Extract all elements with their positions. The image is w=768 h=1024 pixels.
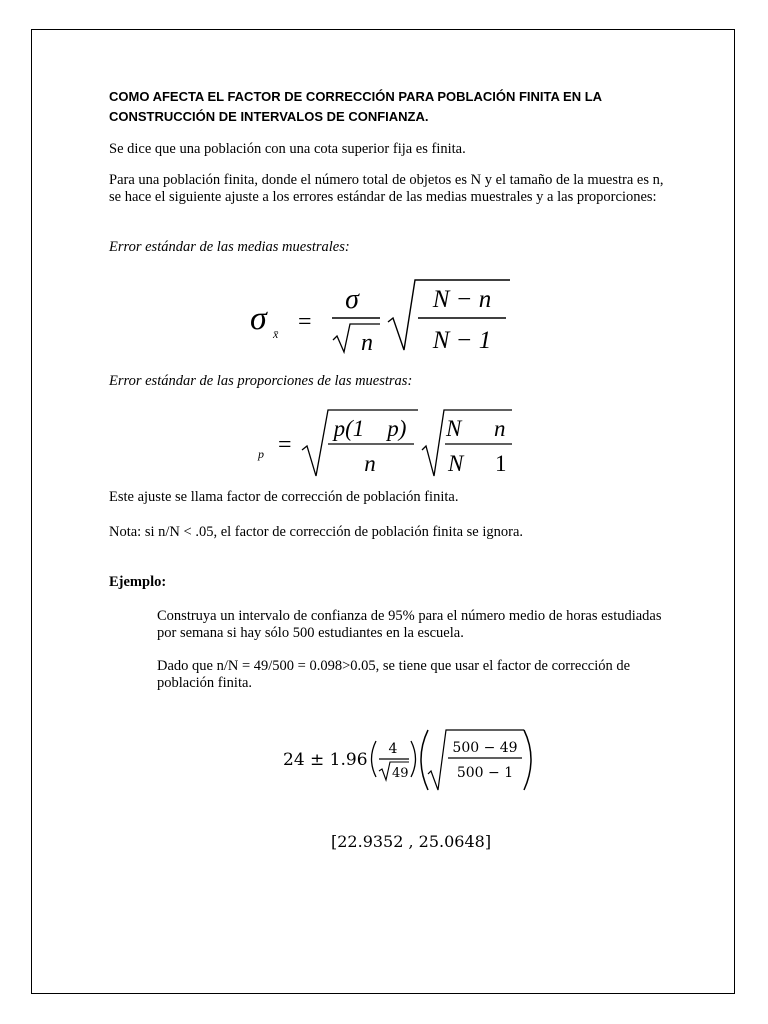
example-lead: 24 ± 1.96 (283, 750, 368, 770)
example-label: Ejemplo: (109, 574, 167, 590)
denominator-1: 1 (495, 451, 507, 476)
sigma-symbol: σ (250, 300, 267, 337)
big-right-paren (524, 730, 531, 790)
sigma-numerator: σ (345, 284, 359, 315)
denominator-n: n (364, 451, 376, 476)
p-subscript: p (258, 447, 264, 461)
example-paragraph-1: Construya un intervalo de confianza de 95% para el número medio de horas estudiadas por semana si hay sólo 500 estudiantes en la escuela. (157, 608, 662, 641)
sqrt-n: n (361, 330, 373, 356)
example-numerator: 500 − 49 (452, 740, 518, 756)
denominator-N-minus-1: N − 1 (432, 327, 492, 354)
xbar-subscript: x̄ (273, 327, 279, 341)
numerator-N: N (446, 416, 462, 441)
right-paren (411, 741, 416, 777)
page-title: COMO AFECTA EL FACTOR DE CORRECCIÓN PARA POBLACIÓN FINITA EN LA CONSTRUCCIÓN DE INTERVALOS DE CONFIANZA. (109, 89, 602, 124)
denominator-N: N (448, 451, 464, 476)
adjustment-text: Este ajuste se llama factor de corrección de población finita. (109, 489, 459, 505)
numerator-p-1-minus-p: p(1 p) (333, 416, 407, 441)
example-paragraph-2: Dado que n/N = 49/500 = 0.098>0.05, se tiene que usar el factor de corrección de población finita. (157, 658, 631, 691)
equals-sign-2: = (278, 432, 292, 458)
formula-standard-error-means (240, 272, 530, 362)
heading-standard-error-proportions: Error estándar de las proporciones de las muestras: (109, 373, 413, 389)
example-numerator-4: 4 (388, 741, 398, 757)
left-paren (372, 741, 377, 777)
formula-example (278, 722, 538, 797)
example-denominator: 500 − 1 (456, 765, 514, 781)
equals-sign: = (298, 309, 312, 335)
heading-standard-error-means: Error estándar de las medias muestrales: (109, 239, 350, 255)
finite-population-paragraph: Para una población finita, donde el número total de objetos es N y el tamaño de la muestra es n, se hace el siguiente ajuste a los errores estándar de las medias muestrales y a las proporciones: (109, 172, 664, 205)
example-sqrt-49: 49 (392, 766, 409, 781)
note-text: Nota: si n/N < .05, el factor de corrección de población finita se ignora. (109, 524, 524, 540)
confidence-interval-result: [22.9352 , 25.0648] (331, 832, 492, 851)
formula-standard-error-proportions (250, 402, 520, 482)
numerator-n: n (494, 416, 506, 441)
numerator-N-minus-n: N − n (432, 286, 492, 313)
big-left-paren (421, 730, 428, 790)
big-sqrt-sign-example (428, 730, 524, 790)
intro-text: Se dice que una población con una cota superior fija es finita. (109, 141, 466, 157)
